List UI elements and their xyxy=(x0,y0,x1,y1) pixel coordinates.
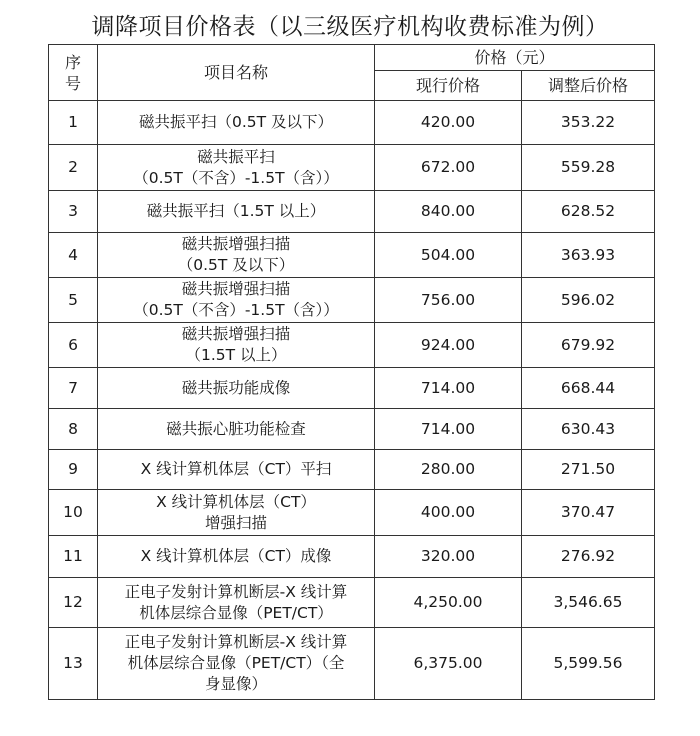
header-adjusted-price: 调整后价格 xyxy=(522,71,655,101)
row-current-price: 840.00 xyxy=(375,191,522,233)
row-adjusted-price: 630.43 xyxy=(522,409,655,450)
row-current-price: 672.00 xyxy=(375,145,522,191)
row-current-price: 924.00 xyxy=(375,323,522,368)
table-row xyxy=(49,578,655,628)
row-adjusted-price: 3,546.65 xyxy=(522,578,655,628)
row-adjusted-price: 271.50 xyxy=(522,450,655,490)
row-number: 3 xyxy=(49,191,98,233)
row-current-price: 714.00 xyxy=(375,409,522,450)
table-row xyxy=(49,409,655,450)
price-table xyxy=(48,44,655,700)
row-number: 11 xyxy=(49,536,98,578)
row-number: 6 xyxy=(49,323,98,368)
row-number: 13 xyxy=(49,628,98,700)
row-current-price: 504.00 xyxy=(375,233,522,278)
row-adjusted-price: 5,599.56 xyxy=(522,628,655,700)
row-item-name: X 线计算机体层（CT）成像 xyxy=(98,536,375,578)
row-current-price: 756.00 xyxy=(375,278,522,323)
row-item-name: 磁共振平扫 （0.5T（不含）-1.5T（含）） xyxy=(98,145,375,191)
row-current-price: 400.00 xyxy=(375,490,522,536)
row-number: 9 xyxy=(49,450,98,490)
table-row xyxy=(49,323,655,368)
row-adjusted-price: 628.52 xyxy=(522,191,655,233)
row-item-name: 磁共振增强扫描 （0.5T 及以下） xyxy=(98,233,375,278)
row-number: 1 xyxy=(49,101,98,145)
header-current-price: 现行价格 xyxy=(375,71,522,101)
row-item-name: 磁共振增强扫描 （0.5T（不含）-1.5T（含）） xyxy=(98,278,375,323)
row-number: 5 xyxy=(49,278,98,323)
table-row xyxy=(49,191,655,233)
row-number: 10 xyxy=(49,490,98,536)
header-index: 序 号 xyxy=(49,45,98,101)
row-current-price: 280.00 xyxy=(375,450,522,490)
row-number: 7 xyxy=(49,368,98,409)
row-current-price: 4,250.00 xyxy=(375,578,522,628)
table-row xyxy=(49,145,655,191)
row-adjusted-price: 668.44 xyxy=(522,368,655,409)
row-adjusted-price: 363.93 xyxy=(522,233,655,278)
row-current-price: 714.00 xyxy=(375,368,522,409)
row-item-name: 磁共振平扫（0.5T 及以下） xyxy=(98,101,375,145)
table-row xyxy=(49,233,655,278)
row-number: 12 xyxy=(49,578,98,628)
row-adjusted-price: 596.02 xyxy=(522,278,655,323)
row-adjusted-price: 370.47 xyxy=(522,490,655,536)
row-adjusted-price: 353.22 xyxy=(522,101,655,145)
row-number: 4 xyxy=(49,233,98,278)
row-item-name: 磁共振增强扫描 （1.5T 以上） xyxy=(98,323,375,368)
row-current-price: 320.00 xyxy=(375,536,522,578)
page-title: 调降项目价格表（以三级医疗机构收费标准为例） xyxy=(91,14,609,40)
row-current-price: 420.00 xyxy=(375,101,522,145)
row-number: 2 xyxy=(49,145,98,191)
row-item-name: 磁共振平扫（1.5T 以上） xyxy=(98,191,375,233)
row-item-name: 正电子发射计算机断层-X 线计算 机体层综合显像（PET/CT）（全 身显像） xyxy=(98,628,375,700)
table-row xyxy=(49,490,655,536)
header-price-group: 价格（元） xyxy=(375,45,655,71)
table-row xyxy=(49,536,655,578)
row-number: 8 xyxy=(49,409,98,450)
table-row xyxy=(49,101,655,145)
row-adjusted-price: 679.92 xyxy=(522,323,655,368)
row-item-name: X 线计算机体层（CT）平扫 xyxy=(98,450,375,490)
table-row xyxy=(49,628,655,700)
row-adjusted-price: 559.28 xyxy=(522,145,655,191)
row-item-name: 磁共振心脏功能检查 xyxy=(98,409,375,450)
row-adjusted-price: 276.92 xyxy=(522,536,655,578)
header-name: 项目名称 xyxy=(98,45,375,101)
table-row xyxy=(49,278,655,323)
row-current-price: 6,375.00 xyxy=(375,628,522,700)
row-item-name: 磁共振功能成像 xyxy=(98,368,375,409)
table-row xyxy=(49,450,655,490)
table-row xyxy=(49,368,655,409)
row-item-name: 正电子发射计算机断层-X 线计算 机体层综合显像（PET/CT） xyxy=(98,578,375,628)
row-item-name: X 线计算机体层（CT） 增强扫描 xyxy=(98,490,375,536)
